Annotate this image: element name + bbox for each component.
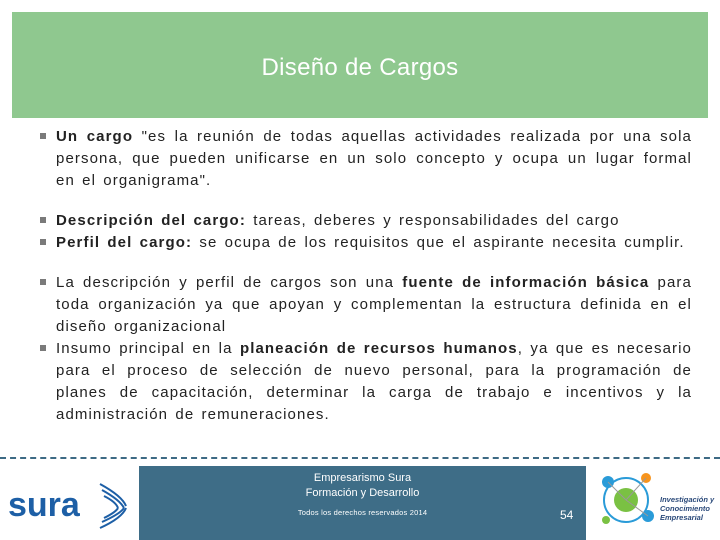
slide-content xyxy=(40,126,692,444)
bullet-bold-term: Descripción del cargo: xyxy=(56,212,246,229)
bullet-group-3 xyxy=(40,272,692,426)
bullet-group-1 xyxy=(40,126,692,192)
bullet-text: se ocupa de los requisitos que el aspirante necesita cumplir. xyxy=(192,234,685,251)
sura-wordmark: sura xyxy=(8,486,80,524)
bullet-bold-term: fuente de información básica xyxy=(402,274,650,291)
bullet-bold-term: Un cargo xyxy=(56,128,134,145)
logo-text-line1: Investigación y xyxy=(660,495,715,504)
square-bullet-icon xyxy=(40,239,46,245)
slide-title: Diseño de Cargos xyxy=(261,54,459,81)
bullet-item-perfil xyxy=(40,232,692,254)
bullet-text-post: , ya que es necesario para el proceso de selección de nuevo personal, para la programación de planes de capacitación, determinar la carga de trabajo e incentivos y la administración de remuneraciones. xyxy=(56,340,692,423)
bullet-item-insumo xyxy=(40,338,692,426)
square-bullet-icon xyxy=(40,133,46,139)
bullet-text: tareas, deberes y responsabilidades del cargo xyxy=(245,212,620,229)
footer-dept: Formación y Desarrollo xyxy=(305,487,420,499)
square-bullet-icon xyxy=(40,345,46,351)
footer-org: Empresarismo Sura xyxy=(313,472,412,484)
bullet-item-fuente xyxy=(40,272,692,338)
bullet-bold-term: Perfil del cargo: xyxy=(56,234,193,251)
logo-text-line3: Empresarial xyxy=(660,513,703,522)
bullet-text-pre: La descripción y perfil de cargos son una xyxy=(56,274,403,291)
title-bar xyxy=(12,12,708,118)
bullet-item-un-cargo xyxy=(40,126,692,192)
bullet-text-post: para toda organización ya que apoyan y complementan la estructura definida en el diseño organizacional xyxy=(56,274,692,335)
sura-logo xyxy=(4,474,134,534)
bullet-item-descripcion xyxy=(40,210,692,232)
bullet-text: "es la reunión de todas aquellas actividades realizada por una sola persona, que pueden unificarse en un solo concepto y ocupa un lugar formal en el organigrama". xyxy=(56,128,693,189)
molecule-network-icon xyxy=(602,473,654,524)
investigacion-logo xyxy=(596,466,716,538)
page-number: 54 xyxy=(560,508,574,522)
sura-swoosh-icon xyxy=(100,484,126,528)
footer-divider xyxy=(0,457,720,459)
square-bullet-icon xyxy=(40,217,46,223)
logo-text-line2: Conocimiento xyxy=(660,504,710,513)
bullet-group-2 xyxy=(40,210,692,254)
square-bullet-icon xyxy=(40,279,46,285)
bullet-text-pre: Insumo principal en la xyxy=(56,340,240,357)
footer-copyright: Todos los derechos reservados 2014 xyxy=(297,508,428,517)
bullet-bold-term: planeación de recursos humanos xyxy=(239,340,518,357)
footer-band xyxy=(139,466,586,540)
